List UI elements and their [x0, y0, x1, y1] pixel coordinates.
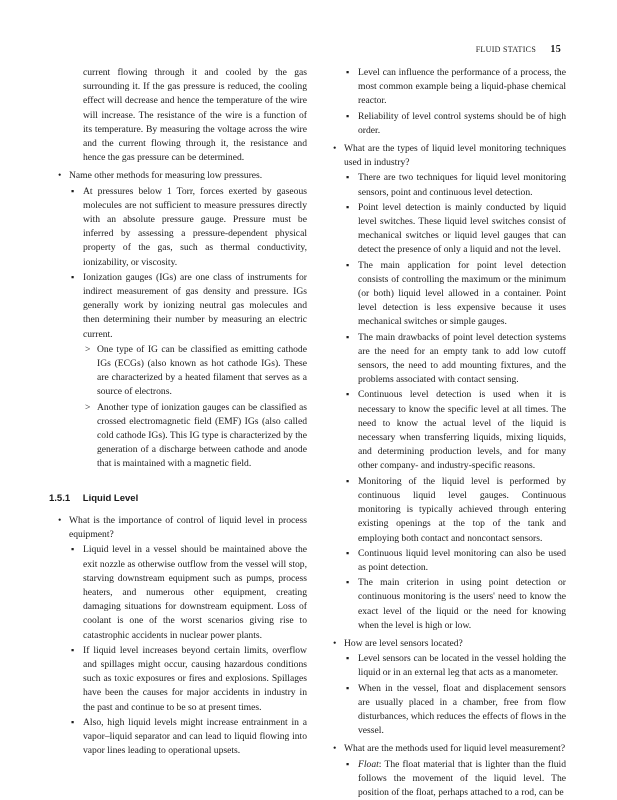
- answer-item: ▪ There are two techniques for liquid level monitoring sensors, point and continuous level detection.: [344, 171, 566, 199]
- answer-item: ▪ Also, high liquid levels might increase entrainment in a vapor–liquid separator and can lead to liquid flowing into vapor lines leading to operational upsets.: [69, 716, 307, 759]
- answer-item: ▪ At pressures below 1 Torr, forces exerted by gaseous molecules are not sufficient to measure pressures directly with an absolute pressure gauge. Pressure must be inferred by assessing a pressure-dependent physical property of the gas, such as thermal conductivity, ionizability, or viscosity.: [69, 185, 307, 270]
- section-heading: [49, 492, 307, 506]
- answer-item: ▪ Liquid level in a vessel should be maintained above the exit nozzle as otherwise outflow from the vessel will stop, starving downstream equipment such as pumps, process heaters, and numerous other equipment, creating damaging situations for downstream equipment. Loss of coolant is one of the worst scenarios giving rise to catastrophic accidents in nuclear power plants.: [69, 543, 307, 642]
- answer-item: [344, 758, 566, 800]
- answer-item: ▪ Level can influence the performance of a process, the most common example being a liquid-phase chemical reactor.: [344, 66, 566, 109]
- term-definition: : The float material that is lighter than the fluid follows the movement of the liquid level. The position of the float, perhaps attached to a rod, can be: [358, 758, 566, 798]
- question-low-pressure-methods: • Name other methods for measuring low pressures.: [55, 169, 307, 183]
- answer-item: ▪ The main criterion in using point detection or continuous monitoring is the users' need to know the exact level of the liquid or the need for knowing when the level is high or low.: [344, 576, 566, 633]
- answer-item: ▪ Reliability of level control systems should be of high order.: [344, 110, 566, 138]
- answer-item: ▪ Level sensors can be located in the vessel holding the liquid or in an external leg that acts as a manometer.: [344, 652, 566, 680]
- left-column: [49, 66, 307, 758]
- answer-item: ▪ Point level detection is mainly conducted by liquid level switches. These liquid level switches consist of mechanical switches or liquid level gauges that can detect the presence of only a liquid and not the level.: [344, 201, 566, 258]
- question-level-importance: • What is the importance of control of liquid level in process equipment?: [55, 514, 307, 542]
- running-title: FLUID STATICS: [475, 45, 537, 54]
- answer-item: ▪ Continuous liquid level monitoring can also be used as point detection.: [344, 547, 566, 575]
- question-measurement-methods: • What are the methods used for liquid level measurement?: [330, 742, 566, 756]
- section-number: 1.5.1: [49, 492, 71, 504]
- page-number: 15: [550, 44, 561, 55]
- section-title: Liquid Level: [82, 492, 139, 504]
- sub-answer-item: > Another type of ionization gauges can be classified as crossed electromagnetic field (EMF) IGs (also called cold cathode IGs). This IG type is characterized by the generation of a discharge between cathode and anode that is maintained with a magnetic field.: [83, 401, 307, 472]
- right-column: [330, 66, 566, 800]
- question-sensor-location: • How are level sensors located?: [330, 637, 566, 651]
- question-monitoring-techniques: • What are the types of liquid level monitoring techniques used in industry?: [330, 142, 566, 170]
- answer-item: ▪ The main application for point level detection consists of controlling the maximum or the minimum (or both) liquid level allowed in a container. Point level detection is less expensive because it uses mechanical switches or simple gauges.: [344, 259, 566, 330]
- answer-item: ▪ The main drawbacks of point level detection systems are the need for an empty tank to add low cutoff sensors, the need to add mounting fixtures, and the problems associated with contact sensing.: [344, 331, 566, 388]
- answer-item: ▪ When in the vessel, float and displacement sensors are usually placed in a chamber, free from flow disturbances, which reduces the effects of flows in the vessel.: [344, 682, 566, 739]
- answer-item: ▪ Monitoring of the liquid level is performed by continuous liquid level gauges. Continuous monitoring is typically achieved through entering existing openings at the top of the tank and employing both contact and noncontact sensors.: [344, 475, 566, 546]
- term-float: Float: [358, 758, 379, 770]
- sub-answer-item: > One type of IG can be classified as emitting cathode IGs (ECGs) (also known as hot cathode IGs). These are characterized by a heated filament that serves as a source of electrons.: [83, 343, 307, 400]
- answer-item: ▪ Continuous level detection is used when it is necessary to know the specific level at all times. The need to know the actual level of the liquid is necessary when transferring liquids, mixing liquids, and determining production levels, and for many other company- and industry-specific reasons.: [344, 388, 566, 473]
- answer-item: ▪ If liquid level increases beyond certain limits, overflow and spillages might occur, causing hazardous conditions such as toxic exposures or fires and explosions. Spillages have been the causes for major accidents in industry in the past and continue to be so at present times.: [69, 644, 307, 715]
- running-header: [476, 44, 561, 55]
- answer-item: ▪ Ionization gauges (IGs) are one class of instruments for indirect measurement of gas density and pressure. IGs generally work by ionizing neutral gas molecules and then determining their number by measuring an electric current.: [69, 271, 307, 342]
- paragraph-continuation: current flowing through it and cooled by the gas surrounding it. If the gas pressure is reduced, the cooling effect will decrease and hence the temperature of the wire will increase. The resistance of the wire is a function of its temperature. By measuring the voltage across the wire and the current flowing through it, the resistance and hence the gas pressure can be determined.: [83, 67, 307, 164]
